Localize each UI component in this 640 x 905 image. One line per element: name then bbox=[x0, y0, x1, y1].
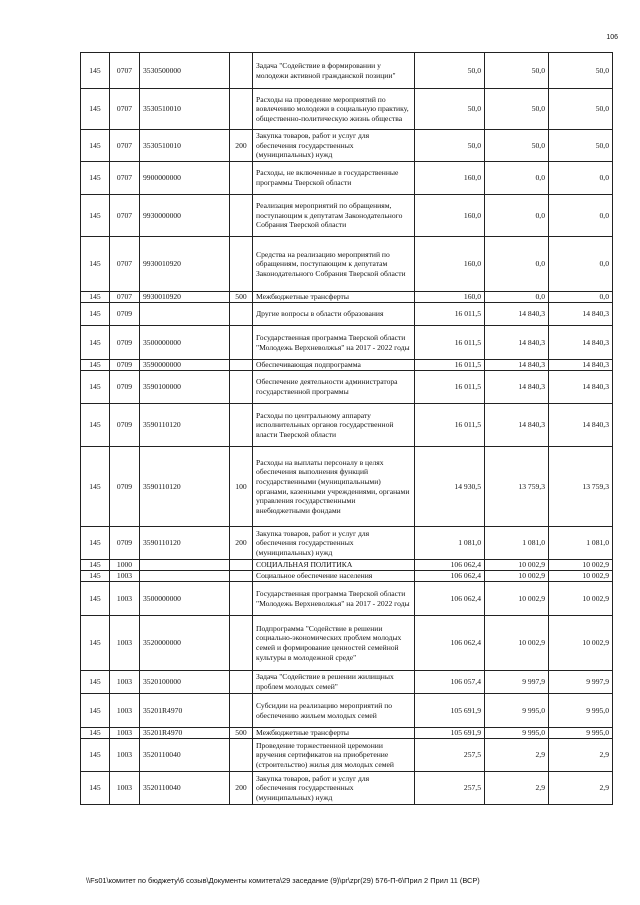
cell-target-article: 3530510010 bbox=[140, 89, 230, 130]
cell-amount-2022: 10 002,9 bbox=[549, 571, 613, 582]
cell-amount-2020: 14 930,5 bbox=[415, 447, 485, 527]
table-row bbox=[81, 404, 613, 447]
cell-amount-2022: 0,0 bbox=[549, 292, 613, 303]
cell-name: Закупка товаров, работ и услуг для обеспечения государственных (муниципальных) нужд bbox=[253, 130, 415, 162]
cell-amount-2022: 9 995,0 bbox=[549, 728, 613, 739]
cell-amount-2022: 2,9 bbox=[549, 772, 613, 805]
table-body bbox=[81, 53, 613, 805]
cell-admin-code: 145 bbox=[81, 360, 110, 371]
cell-amount-2021: 1 081,0 bbox=[485, 527, 549, 560]
cell-target-article: 9900000000 bbox=[140, 162, 230, 195]
cell-amount-2021: 9 997,9 bbox=[485, 671, 549, 694]
cell-target-article bbox=[140, 571, 230, 582]
cell-admin-code: 145 bbox=[81, 162, 110, 195]
table-row bbox=[81, 326, 613, 360]
cell-amount-2020: 105 691,9 bbox=[415, 694, 485, 728]
cell-amount-2021: 0,0 bbox=[485, 292, 549, 303]
cell-name: Государственная программа Тверской области "Молодежь Верхневолжья" на 2017 - 2022 годы bbox=[253, 582, 415, 616]
cell-section-code: 0709 bbox=[110, 360, 140, 371]
page-number: 106 bbox=[606, 34, 618, 41]
cell-amount-2020: 50,0 bbox=[415, 53, 485, 89]
cell-amount-2021: 14 840,3 bbox=[485, 326, 549, 360]
cell-expense-type bbox=[230, 89, 253, 130]
cell-amount-2021: 2,9 bbox=[485, 772, 549, 805]
cell-section-code: 1003 bbox=[110, 571, 140, 582]
cell-amount-2021: 2,9 bbox=[485, 739, 549, 772]
cell-section-code: 0707 bbox=[110, 292, 140, 303]
table-row bbox=[81, 582, 613, 616]
cell-expense-type bbox=[230, 560, 253, 571]
cell-section-code: 0709 bbox=[110, 303, 140, 326]
table-row bbox=[81, 53, 613, 89]
table-row bbox=[81, 527, 613, 560]
cell-amount-2020: 257,5 bbox=[415, 739, 485, 772]
cell-section-code: 1003 bbox=[110, 582, 140, 616]
cell-amount-2022: 14 840,3 bbox=[549, 371, 613, 404]
cell-expense-type: 200 bbox=[230, 527, 253, 560]
cell-name: Средства на реализацию мероприятий по обращениям, поступающим к депутатам Законодательного Собрания Тверской области bbox=[253, 237, 415, 292]
cell-name: Межбюджетные трансферты bbox=[253, 292, 415, 303]
cell-amount-2020: 257,5 bbox=[415, 772, 485, 805]
cell-expense-type bbox=[230, 195, 253, 237]
cell-name: Обеспечение деятельности администратора государственной программы bbox=[253, 371, 415, 404]
cell-amount-2020: 105 691,9 bbox=[415, 728, 485, 739]
cell-section-code: 0709 bbox=[110, 447, 140, 527]
cell-expense-type bbox=[230, 616, 253, 671]
table-row bbox=[81, 616, 613, 671]
cell-expense-type: 100 bbox=[230, 447, 253, 527]
cell-amount-2020: 16 011,5 bbox=[415, 303, 485, 326]
footer-file-path: \\Fs01\комитет по бюджету\6 созыв\Документы комитета\29 заседание (9)\pr\zpr(29) 576-П-6\Прил 2 Прил 11 (ВСР) bbox=[86, 876, 480, 885]
cell-amount-2020: 106 062,4 bbox=[415, 560, 485, 571]
cell-expense-type bbox=[230, 671, 253, 694]
cell-target-article: 9930010920 bbox=[140, 292, 230, 303]
cell-name: Расходы, не включенные в государственные программы Тверской области bbox=[253, 162, 415, 195]
table-row bbox=[81, 195, 613, 237]
cell-admin-code: 145 bbox=[81, 237, 110, 292]
cell-expense-type bbox=[230, 303, 253, 326]
cell-amount-2021: 0,0 bbox=[485, 162, 549, 195]
cell-target-article: 3590100000 bbox=[140, 371, 230, 404]
table-row bbox=[81, 739, 613, 772]
table-row bbox=[81, 728, 613, 739]
cell-expense-type bbox=[230, 404, 253, 447]
cell-admin-code: 145 bbox=[81, 404, 110, 447]
cell-name: Закупка товаров, работ и услуг для обеспечения государственных (муниципальных) нужд bbox=[253, 772, 415, 805]
cell-name: Реализация мероприятий по обращениям, поступающим к депутатам Законодательного Собрания Тверской области bbox=[253, 195, 415, 237]
cell-expense-type bbox=[230, 326, 253, 360]
cell-name: Проведение торжественной церемонии вручения сертификатов на приобретение (строительство) жилья для молодых семей bbox=[253, 739, 415, 772]
cell-expense-type bbox=[230, 582, 253, 616]
cell-target-article: 3500000000 bbox=[140, 326, 230, 360]
table-row bbox=[81, 130, 613, 162]
cell-amount-2022: 14 840,3 bbox=[549, 326, 613, 360]
cell-amount-2022: 14 840,3 bbox=[549, 404, 613, 447]
cell-target-article: 35201R4970 bbox=[140, 728, 230, 739]
cell-expense-type bbox=[230, 571, 253, 582]
cell-expense-type bbox=[230, 371, 253, 404]
cell-target-article: 3520100000 bbox=[140, 671, 230, 694]
cell-target-article: 3500000000 bbox=[140, 582, 230, 616]
cell-name: Закупка товаров, работ и услуг для обеспечения государственных (муниципальных) нужд bbox=[253, 527, 415, 560]
cell-expense-type bbox=[230, 162, 253, 195]
cell-expense-type: 200 bbox=[230, 772, 253, 805]
cell-amount-2020: 160,0 bbox=[415, 292, 485, 303]
cell-section-code: 0709 bbox=[110, 404, 140, 447]
cell-expense-type bbox=[230, 739, 253, 772]
cell-target-article: 9930010920 bbox=[140, 237, 230, 292]
cell-admin-code: 145 bbox=[81, 292, 110, 303]
cell-admin-code: 145 bbox=[81, 130, 110, 162]
cell-amount-2021: 0,0 bbox=[485, 237, 549, 292]
cell-section-code: 1003 bbox=[110, 616, 140, 671]
cell-amount-2022: 2,9 bbox=[549, 739, 613, 772]
cell-name: Расходы на проведение мероприятий по вовлечению молодежи в социальную практику, общественно-политическую жизнь общества bbox=[253, 89, 415, 130]
cell-section-code: 0707 bbox=[110, 162, 140, 195]
cell-admin-code: 145 bbox=[81, 772, 110, 805]
cell-section-code: 0709 bbox=[110, 527, 140, 560]
cell-target-article: 3520110040 bbox=[140, 772, 230, 805]
cell-name: Межбюджетные трансферты bbox=[253, 728, 415, 739]
cell-admin-code: 145 bbox=[81, 53, 110, 89]
cell-amount-2022: 14 840,3 bbox=[549, 360, 613, 371]
table-row bbox=[81, 162, 613, 195]
cell-target-article: 3590000000 bbox=[140, 360, 230, 371]
cell-amount-2021: 10 002,9 bbox=[485, 571, 549, 582]
cell-amount-2022: 9 995,0 bbox=[549, 694, 613, 728]
cell-amount-2022: 10 002,9 bbox=[549, 582, 613, 616]
cell-section-code: 0709 bbox=[110, 326, 140, 360]
table-row bbox=[81, 360, 613, 371]
cell-name: Расходы по центральному аппарату исполнительных органов государственной власти Тверской области bbox=[253, 404, 415, 447]
cell-section-code: 1003 bbox=[110, 671, 140, 694]
cell-admin-code: 145 bbox=[81, 447, 110, 527]
cell-amount-2021: 50,0 bbox=[485, 130, 549, 162]
cell-amount-2022: 10 002,9 bbox=[549, 560, 613, 571]
cell-amount-2021: 14 840,3 bbox=[485, 303, 549, 326]
cell-amount-2020: 50,0 bbox=[415, 130, 485, 162]
cell-section-code: 1003 bbox=[110, 772, 140, 805]
cell-amount-2022: 0,0 bbox=[549, 162, 613, 195]
cell-amount-2020: 16 011,5 bbox=[415, 404, 485, 447]
cell-section-code: 0709 bbox=[110, 371, 140, 404]
cell-amount-2022: 0,0 bbox=[549, 195, 613, 237]
cell-name: Обеспечивающая подпрограмма bbox=[253, 360, 415, 371]
cell-admin-code: 145 bbox=[81, 671, 110, 694]
table-row bbox=[81, 772, 613, 805]
cell-admin-code: 145 bbox=[81, 616, 110, 671]
cell-admin-code: 145 bbox=[81, 303, 110, 326]
budget-table bbox=[80, 52, 613, 805]
cell-name: Субсидии на реализацию мероприятий по обеспечению жильем молодых семей bbox=[253, 694, 415, 728]
cell-admin-code: 145 bbox=[81, 728, 110, 739]
cell-admin-code: 145 bbox=[81, 527, 110, 560]
cell-target-article: 3590110120 bbox=[140, 527, 230, 560]
cell-amount-2021: 14 840,3 bbox=[485, 360, 549, 371]
cell-amount-2022: 50,0 bbox=[549, 53, 613, 89]
table-row bbox=[81, 694, 613, 728]
cell-amount-2020: 160,0 bbox=[415, 237, 485, 292]
cell-amount-2022: 10 002,9 bbox=[549, 616, 613, 671]
cell-name: Государственная программа Тверской области "Молодежь Верхневолжья" на 2017 - 2022 годы bbox=[253, 326, 415, 360]
cell-amount-2021: 50,0 bbox=[485, 89, 549, 130]
cell-section-code: 0707 bbox=[110, 89, 140, 130]
cell-amount-2020: 106 062,4 bbox=[415, 616, 485, 671]
cell-admin-code: 145 bbox=[81, 371, 110, 404]
cell-name: Другие вопросы в области образования bbox=[253, 303, 415, 326]
cell-target-article: 3520110040 bbox=[140, 739, 230, 772]
cell-target-article: 35201R4970 bbox=[140, 694, 230, 728]
cell-amount-2022: 50,0 bbox=[549, 89, 613, 130]
cell-amount-2020: 106 057,4 bbox=[415, 671, 485, 694]
cell-target-article: 3520000000 bbox=[140, 616, 230, 671]
table-row bbox=[81, 292, 613, 303]
cell-target-article: 3590110120 bbox=[140, 404, 230, 447]
cell-amount-2021: 50,0 bbox=[485, 53, 549, 89]
cell-amount-2022: 9 997,9 bbox=[549, 671, 613, 694]
cell-amount-2021: 13 759,3 bbox=[485, 447, 549, 527]
cell-admin-code: 145 bbox=[81, 582, 110, 616]
cell-amount-2022: 0,0 bbox=[549, 237, 613, 292]
cell-amount-2020: 106 062,4 bbox=[415, 582, 485, 616]
cell-amount-2020: 50,0 bbox=[415, 89, 485, 130]
cell-expense-type bbox=[230, 53, 253, 89]
cell-amount-2022: 13 759,3 bbox=[549, 447, 613, 527]
table-row bbox=[81, 89, 613, 130]
table-row bbox=[81, 237, 613, 292]
cell-expense-type: 500 bbox=[230, 728, 253, 739]
cell-expense-type bbox=[230, 694, 253, 728]
cell-section-code: 1000 bbox=[110, 560, 140, 571]
table-row bbox=[81, 560, 613, 571]
table-row bbox=[81, 303, 613, 326]
cell-section-code: 0707 bbox=[110, 237, 140, 292]
table-row bbox=[81, 371, 613, 404]
table-row bbox=[81, 447, 613, 527]
cell-expense-type: 500 bbox=[230, 292, 253, 303]
cell-amount-2021: 14 840,3 bbox=[485, 404, 549, 447]
cell-name: СОЦИАЛЬНАЯ ПОЛИТИКА bbox=[253, 560, 415, 571]
cell-admin-code: 145 bbox=[81, 195, 110, 237]
cell-target-article bbox=[140, 303, 230, 326]
cell-target-article: 9930000000 bbox=[140, 195, 230, 237]
cell-amount-2020: 160,0 bbox=[415, 162, 485, 195]
cell-admin-code: 145 bbox=[81, 326, 110, 360]
cell-amount-2022: 50,0 bbox=[549, 130, 613, 162]
cell-section-code: 1003 bbox=[110, 739, 140, 772]
cell-admin-code: 145 bbox=[81, 739, 110, 772]
cell-amount-2021: 10 002,9 bbox=[485, 560, 549, 571]
cell-target-article bbox=[140, 560, 230, 571]
cell-amount-2021: 9 995,0 bbox=[485, 728, 549, 739]
cell-admin-code: 145 bbox=[81, 694, 110, 728]
cell-amount-2022: 1 081,0 bbox=[549, 527, 613, 560]
cell-amount-2020: 160,0 bbox=[415, 195, 485, 237]
cell-amount-2021: 0,0 bbox=[485, 195, 549, 237]
table-row bbox=[81, 671, 613, 694]
cell-target-article: 3590110120 bbox=[140, 447, 230, 527]
cell-target-article: 3530500000 bbox=[140, 53, 230, 89]
cell-name: Расходы на выплаты персоналу в целях обеспечения выполнения функций государственными (муниципальными) органами, казенными учреждениями, органами управления государственными внебюджетными фондами bbox=[253, 447, 415, 527]
cell-name: Подпрограмма "Содействие в решении социально-экономических проблем молодых семей и формирование ценностей семейной культуры в молодежной среде" bbox=[253, 616, 415, 671]
cell-amount-2021: 14 840,3 bbox=[485, 371, 549, 404]
cell-amount-2020: 16 011,5 bbox=[415, 326, 485, 360]
cell-amount-2020: 16 011,5 bbox=[415, 360, 485, 371]
cell-amount-2021: 9 995,0 bbox=[485, 694, 549, 728]
cell-name: Социальное обеспечение населения bbox=[253, 571, 415, 582]
cell-amount-2021: 10 002,9 bbox=[485, 582, 549, 616]
cell-admin-code: 145 bbox=[81, 560, 110, 571]
cell-target-article: 3530510010 bbox=[140, 130, 230, 162]
cell-section-code: 0707 bbox=[110, 53, 140, 89]
cell-section-code: 1003 bbox=[110, 728, 140, 739]
cell-expense-type: 200 bbox=[230, 130, 253, 162]
cell-amount-2021: 10 002,9 bbox=[485, 616, 549, 671]
cell-admin-code: 145 bbox=[81, 89, 110, 130]
cell-name: Задача "Содействие в решении жилищных проблем молодых семей" bbox=[253, 671, 415, 694]
cell-name: Задача "Содействие в формировании у молодежи активной гражданской позиции" bbox=[253, 53, 415, 89]
table-row bbox=[81, 571, 613, 582]
cell-amount-2020: 1 081,0 bbox=[415, 527, 485, 560]
cell-admin-code: 145 bbox=[81, 571, 110, 582]
cell-amount-2020: 106 062,4 bbox=[415, 571, 485, 582]
cell-section-code: 0707 bbox=[110, 195, 140, 237]
cell-section-code: 1003 bbox=[110, 694, 140, 728]
cell-expense-type bbox=[230, 360, 253, 371]
cell-amount-2022: 14 840,3 bbox=[549, 303, 613, 326]
cell-expense-type bbox=[230, 237, 253, 292]
cell-amount-2020: 16 011,5 bbox=[415, 371, 485, 404]
cell-section-code: 0707 bbox=[110, 130, 140, 162]
